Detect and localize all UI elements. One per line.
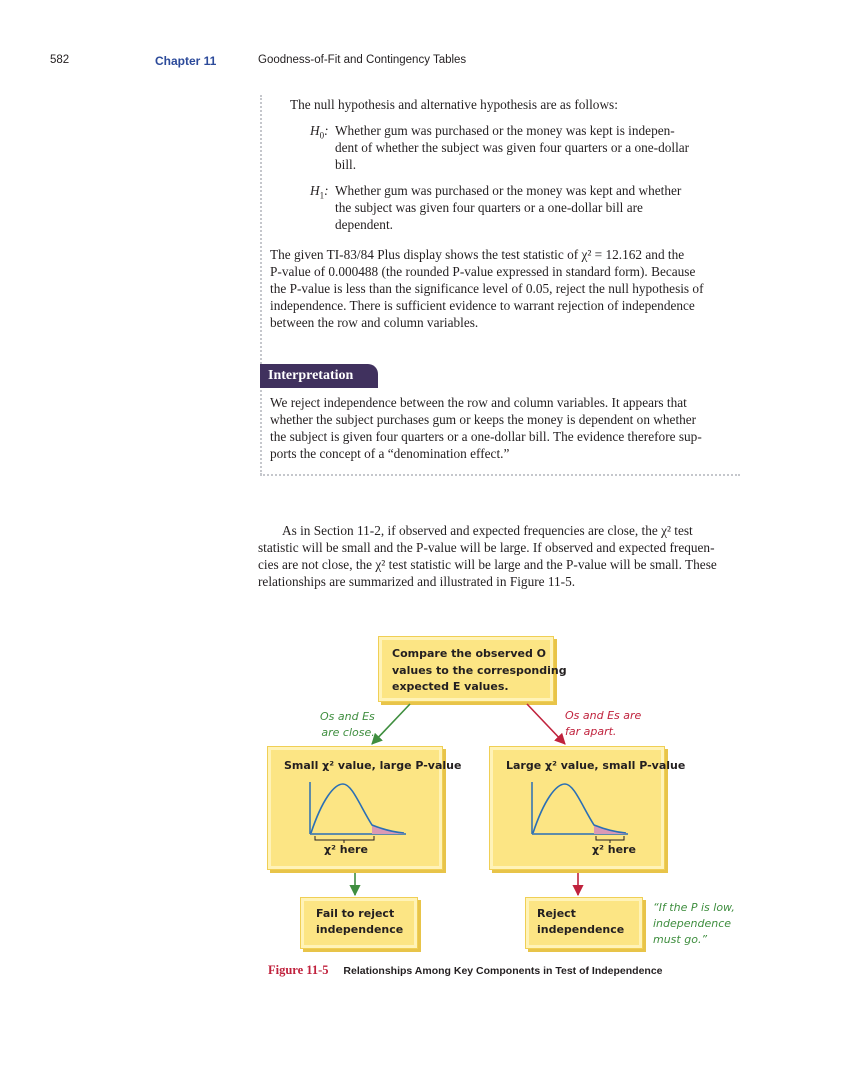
paragraph-line: statistic will be small and the P-value will be large. If observed and expected frequen-: [258, 540, 715, 555]
paragraph-line: We reject independence between the row and column variables. It appears that: [270, 395, 687, 410]
null-hypothesis-symbol: $H_0$:: [310, 123, 329, 141]
paragraph-line: between the row and column variables.: [270, 315, 479, 330]
large-chi-here-label: χ² here: [592, 843, 636, 856]
alternative-hypothesis-line: the subject was given four quarters or a one-dollar bill are: [335, 200, 643, 215]
brace: [596, 836, 624, 843]
small-chi-square-title: Small χ² value, large P-value: [284, 759, 462, 772]
fail-to-reject-text: Fail to reject independence: [316, 907, 404, 936]
paragraph-line: ports the concept of a “denomination effect.”: [270, 446, 510, 461]
null-hypothesis-line: Whether gum was purchased or the money was kept is indepen-: [335, 123, 675, 138]
chapter-title: Goodness-of-Fit and Contingency Tables: [258, 54, 467, 66]
alternative-hypothesis-line: Whether gum was purchased or the money was kept and whether: [335, 183, 682, 198]
null-hypothesis-line: dent of whether the subject was given four quarters or a one-dollar: [335, 140, 690, 155]
paragraph-line: relationships are summarized and illustrated in Figure 11-5.: [258, 574, 576, 589]
chi-square-curve: [533, 784, 626, 833]
chi-square-curve: [311, 784, 404, 833]
null-hypothesis-line: bill.: [335, 157, 357, 172]
chapter-label: Chapter 11: [155, 54, 217, 68]
paragraph-line: As in Section 11-2, if observed and expected frequencies are close, the χ² test: [282, 523, 693, 538]
close-arrow: [372, 704, 410, 744]
apart-note: Os and Es are far apart.: [565, 709, 642, 738]
hypotheses-intro: The null hypothesis and alternative hypothesis are as follows:: [290, 97, 618, 112]
paragraph-line: independence. There is sufficient evidence to warrant rejection of independence: [270, 298, 695, 313]
page-number: 582: [50, 54, 70, 66]
paragraph-line: whether the subject purchases gum or keeps the money is dependent on whether: [270, 412, 697, 427]
large-chi-square-graph: [532, 782, 628, 843]
brace: [315, 836, 374, 843]
small-chi-here-label: χ² here: [324, 843, 368, 856]
paragraph-line: the P-value is less than the significance level of 0.05, reject the null hypothesis of: [270, 281, 704, 296]
apart-arrow: [527, 704, 565, 744]
reject-text: Reject independence: [537, 907, 625, 936]
paragraph-line: the subject is given four quarters or a one-dollar bill. The evidence therefore sup-: [270, 429, 702, 444]
compare-text: Compare the observed O values to the corresponding expected E values.: [392, 647, 567, 693]
close-note: Os and Es are close.: [320, 710, 375, 739]
large-chi-square-title: Large χ² value, small P-value: [506, 759, 686, 772]
interpretation-banner: Interpretation: [260, 364, 378, 388]
paragraph-line: cies are not close, the χ² test statistic will be large and the P-value will be small. These: [258, 557, 717, 572]
small-chi-square-graph: [310, 782, 406, 843]
paragraph-line: P-value of 0.000488 (the rounded P-value expressed in standard form). Because: [270, 264, 696, 279]
alternative-hypothesis-line: dependent.: [335, 217, 393, 232]
paragraph-line: The given TI-83/84 Plus display shows the test statistic of χ² = 12.162 and the: [270, 247, 685, 262]
figure-label: Figure 11-5: [268, 963, 329, 977]
mnemonic-quote: “If the P is low, independence must go.”: [653, 901, 735, 946]
figure-title: Relationships Among Key Components in Test of Independence: [343, 965, 663, 977]
figure-caption: [268, 963, 663, 978]
alternative-hypothesis-symbol: $H_1$:: [310, 183, 329, 201]
